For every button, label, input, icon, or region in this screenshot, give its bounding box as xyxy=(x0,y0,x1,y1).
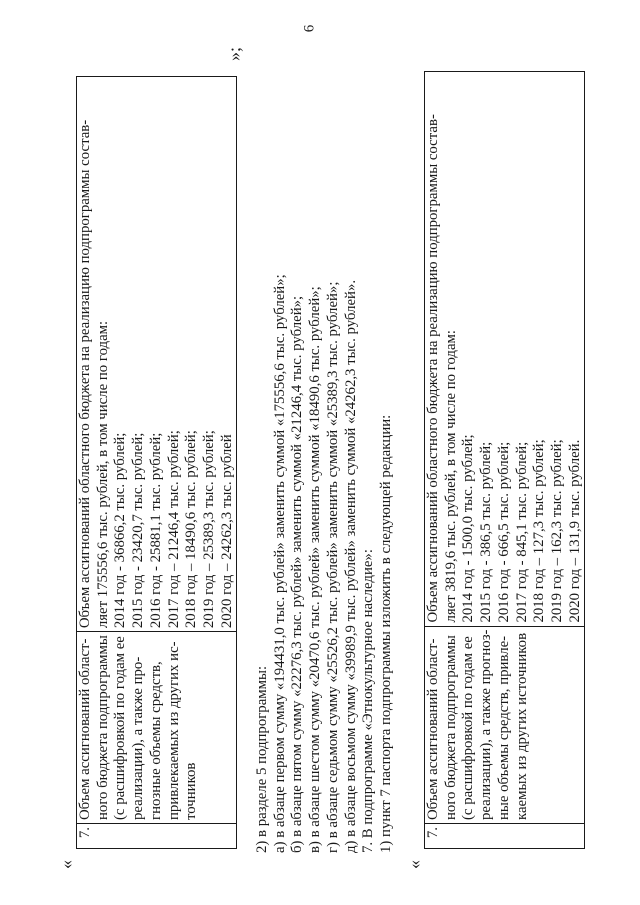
table-row xyxy=(425,71,585,848)
paragraph: 7. В подпрограмме «Этнокультурное наследие»: xyxy=(360,549,377,853)
table-row xyxy=(77,77,237,849)
paragraph: г) в абзаце седьмом сумму «25526,2 тыс. рублей» заменить суммой «25389,3 тыс. рублей»; xyxy=(324,281,341,853)
value-line: 2018 год – 127,3 тыс. рублей; xyxy=(531,439,548,623)
item-category xyxy=(77,632,237,824)
item-category xyxy=(425,626,585,823)
category-line: реализации), а также про- xyxy=(130,656,147,820)
item-value xyxy=(77,77,237,632)
paragraph: а) в абзаце первом сумму «194431,0 тыс. рублей» заменить суммой «175556,6 тыс. рублей»; xyxy=(271,274,288,853)
paragraph: 2) в разделе 5 подпрограммы: xyxy=(254,665,270,853)
value-line: 2020 год – 131,9 тыс. рублей. xyxy=(566,439,583,623)
category-line: каемых из других источников xyxy=(513,632,530,820)
category-line: точников xyxy=(183,762,200,820)
value-line: 2019 год – 25389,3 тыс. рублей; xyxy=(200,430,217,629)
category-line: Объем ассигнований област- xyxy=(425,638,441,820)
paragraph: в) в абзаце шестом сумму «20470,6 тыс. рублей» заменить суммой «18490,6 тыс. рублей»; xyxy=(307,286,324,853)
value-line: 2014 год - 36866,2 тыс. рублей; xyxy=(112,432,129,629)
category-line: Объем ассигнований област- xyxy=(77,638,93,820)
value-line: 2017 год - 845,1 тыс. рублей; xyxy=(513,441,530,623)
value-line: ляет 3819,6 тыс. рублей, в том числе по годам: xyxy=(442,330,459,623)
value-line: 2019 год – 162,3 тыс. рублей; xyxy=(548,439,565,623)
category-line: (с расшифровкой по годам ее xyxy=(460,636,477,820)
value-line: 2017 год – 21246,4 тыс. рублей; xyxy=(165,430,182,629)
value-line: 2016 год - 666,5 тыс. рублей; xyxy=(495,441,512,623)
value-line: 2020 год – 24262,3 тыс. рублей xyxy=(218,434,235,629)
paragraph: д) в абзаце восьмом сумму «39989,9 тыс. рублей» заменить суммой «24262,3 тыс. рублей». xyxy=(342,279,359,853)
category-line: ные объемы средств, привле- xyxy=(495,635,512,820)
value-line: 2018 год – 18490,6 тыс. рублей; xyxy=(183,430,200,629)
item-value xyxy=(425,71,585,626)
category-line: реализации), а также прогноз- xyxy=(478,629,495,820)
category-line: ного бюджета подпрограммы xyxy=(442,635,459,820)
item-number: 7. xyxy=(425,824,585,849)
item-number: 7. xyxy=(77,824,237,849)
open-quote: « xyxy=(56,860,76,869)
value-line: 2016 год - 25881,1 тыс. рублей; xyxy=(147,432,164,629)
value-line: Объем ассигнований областного бюджета на реализацию подпрограммы состав- xyxy=(425,114,441,623)
close-quote: »; xyxy=(224,46,244,61)
value-line: 2015 год - 23420,7 тыс. рублей; xyxy=(130,432,147,629)
category-line: ного бюджета подпрограммы xyxy=(94,635,111,820)
passport-table-1 xyxy=(76,76,237,849)
value-line: ляет 175556,6 тыс. рублей, в том числе по годам: xyxy=(94,320,111,629)
paragraph: б) в абзаце пятом сумму «22276,3 тыс. рублей» заменить суммой «21246,4 тыс. рублей»; xyxy=(289,295,306,853)
body-text xyxy=(254,49,396,869)
category-line: гнозные объемы средств, xyxy=(147,661,164,820)
value-line: 2015 год - 386,5 тыс. рублей; xyxy=(478,441,495,623)
category-line: (с расшифровкой по годам ее xyxy=(112,636,129,820)
paragraph: 1) пункт 7 паспорта подпрограммы изложить в следующей редакции: xyxy=(377,414,394,853)
passport-table-2 xyxy=(424,71,585,849)
value-line: 2014 год - 1500,0 тыс. рублей; xyxy=(460,434,477,623)
page-number: 6 xyxy=(301,24,318,33)
category-line: привлекаемых из других ис- xyxy=(165,641,182,820)
value-line: Объем ассигнований областного бюджета на реализацию подпрограммы состав- xyxy=(77,119,93,629)
open-quote: « xyxy=(404,860,424,869)
